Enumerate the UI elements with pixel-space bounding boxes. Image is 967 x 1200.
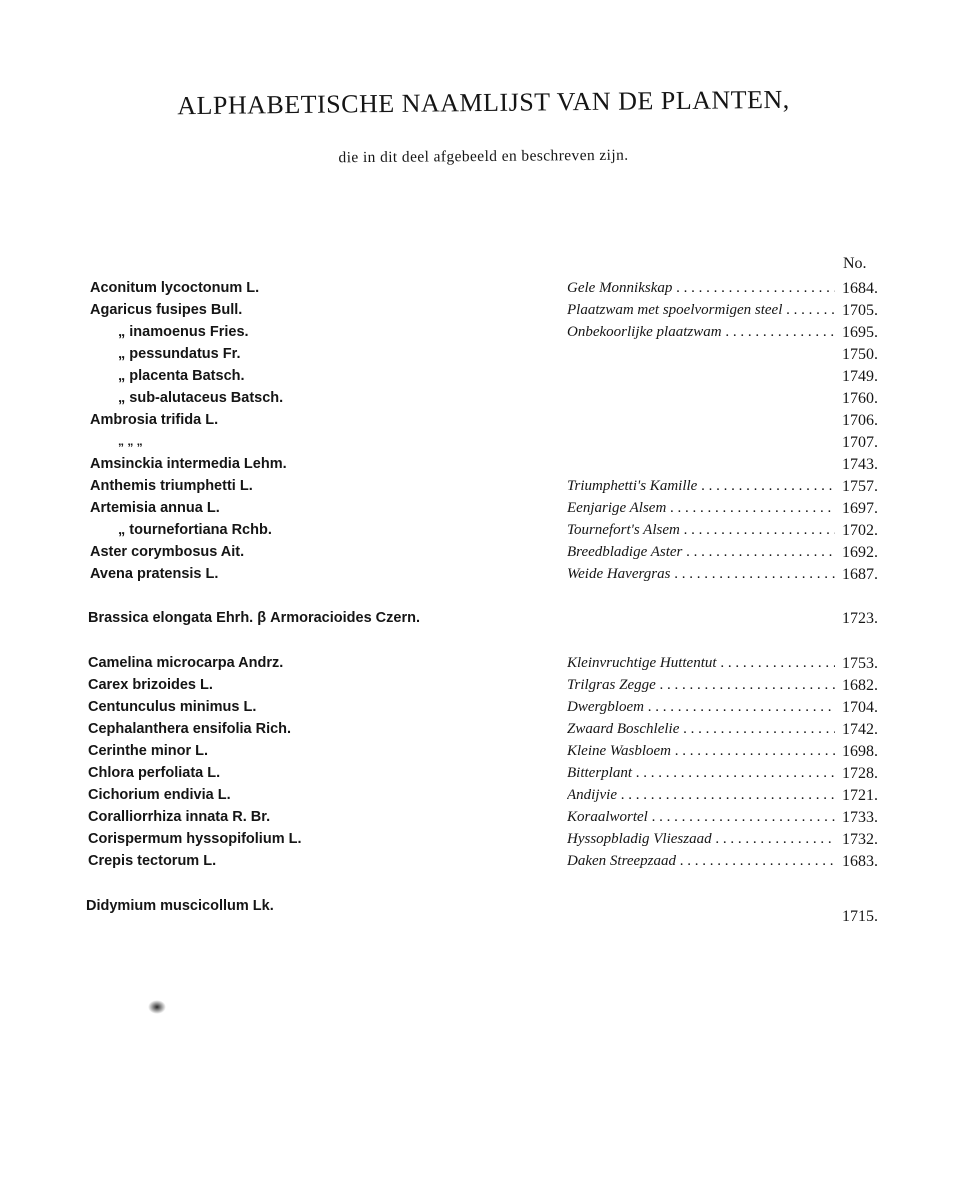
latin-name: Anthemis triumphetti L. xyxy=(90,478,253,494)
dutch-name: Breedbladige Aster . . . xyxy=(567,544,835,561)
list-item xyxy=(0,743,967,765)
plate-number: 1753. xyxy=(842,655,878,672)
list-item xyxy=(0,544,967,566)
ditto-marks: „ „ „ xyxy=(118,434,143,448)
page-title: ALPHABETISCHE NAAMLIJST VAN DE PLANTEN, xyxy=(177,84,790,121)
dutch-name: Hyssopbladig Vlieszaad . . . xyxy=(567,831,835,848)
latin-name: Crepis tectorum L. xyxy=(88,853,217,869)
list-item xyxy=(0,302,967,324)
list-item xyxy=(0,809,967,831)
plate-number: 1760. xyxy=(842,390,878,407)
latin-name: „ pessundatus Fr. xyxy=(118,346,241,362)
list-item xyxy=(0,765,967,787)
list-item xyxy=(0,853,967,875)
plate-number: 1707. xyxy=(842,434,878,451)
list-item xyxy=(0,280,967,302)
latin-name: Camelina microcarpa Andrz. xyxy=(88,655,284,671)
latin-name: Amsinckia intermedia Lehm. xyxy=(90,456,287,472)
latin-name: Corispermum hyssopifolium L. xyxy=(88,831,302,847)
latin-name: Carex brizoides L. xyxy=(88,677,213,693)
latin-name: Ambrosia trifida L. xyxy=(90,412,219,428)
dutch-name: Tournefort's Alsem . . . xyxy=(567,522,835,539)
plate-number: 1728. xyxy=(842,765,878,782)
dutch-name: Triumphetti's Kamille . . . xyxy=(567,478,835,495)
plate-number: 1692. xyxy=(842,544,878,561)
latin-name: Brassica elongata Ehrh. β Armoracioides Czern. xyxy=(88,610,420,626)
plate-number: 1706. xyxy=(842,412,878,429)
dutch-name: Koraalwortel . . . xyxy=(567,809,835,826)
list-item xyxy=(0,566,967,588)
latin-name: „ inamoenus Fries. xyxy=(118,324,249,340)
plate-number: 1723. xyxy=(842,610,878,627)
latin-name: Aster corymbosus Ait. xyxy=(90,544,245,560)
plate-number: 1697. xyxy=(842,500,878,517)
plate-number: 1757. xyxy=(842,478,878,495)
plate-number: 1750. xyxy=(842,346,878,363)
plate-number: 1743. xyxy=(842,456,878,473)
latin-name: Aconitum lycoctonum L. xyxy=(90,280,260,296)
list-item xyxy=(0,346,967,368)
plate-number: 1695. xyxy=(842,324,878,341)
dutch-name: Onbekoorlijke plaatzwam . . . xyxy=(567,324,835,341)
dutch-name: Gele Monnikskap . . . xyxy=(567,280,835,297)
list-item xyxy=(0,390,967,412)
latin-name: Avena pratensis L. xyxy=(90,566,219,582)
list-item xyxy=(0,456,967,478)
list-item xyxy=(0,831,967,853)
latin-name: Didymium muscicollum Lk. xyxy=(86,898,274,914)
list-item xyxy=(0,500,967,522)
plate-number: 1704. xyxy=(842,699,878,716)
list-item xyxy=(0,478,967,500)
plate-number: 1683. xyxy=(842,853,878,870)
list-item xyxy=(0,324,967,346)
dutch-name: Bitterplant . . . xyxy=(567,765,835,782)
latin-name: Centunculus minimus L. xyxy=(88,699,257,715)
list-item xyxy=(0,655,967,677)
latin-name: Cephalanthera ensifolia Rich. xyxy=(88,721,292,737)
dutch-name: Dwergbloem . . . xyxy=(567,699,835,716)
dutch-name: Plaatzwam met spoelvormigen steel . . . xyxy=(567,302,835,319)
ink-smudge xyxy=(148,1000,166,1014)
list-item xyxy=(0,898,967,925)
list-item xyxy=(0,522,967,544)
plate-number: 1687. xyxy=(842,566,878,583)
dutch-name: Kleinvruchtige Huttentut . . . xyxy=(567,655,835,672)
plate-number: 1749. xyxy=(842,368,878,385)
latin-name: Cichorium endivia L. xyxy=(88,787,231,803)
dutch-name: Zwaard Boschlelie . . . xyxy=(567,721,835,738)
plate-number: 1732. xyxy=(842,831,878,848)
plate-number: 1742. xyxy=(842,721,878,738)
latin-name: Artemisia annua L. xyxy=(90,500,220,516)
plate-number: 1702. xyxy=(842,522,878,539)
latin-name: Agaricus fusipes Bull. xyxy=(90,302,243,318)
latin-name: „ placenta Batsch. xyxy=(118,368,245,384)
latin-name: Cerinthe minor L. xyxy=(88,743,209,759)
dutch-name: Andijvie . . . xyxy=(567,787,835,804)
plate-number: 1684. xyxy=(842,280,878,297)
list-item xyxy=(0,721,967,743)
plate-number: 1698. xyxy=(842,743,878,760)
list-item xyxy=(0,787,967,809)
plate-number: 1733. xyxy=(842,809,878,826)
list-item xyxy=(0,434,967,456)
list-item xyxy=(0,699,967,721)
plate-number: 1705. xyxy=(842,302,878,319)
dutch-name: Weide Havergras . . . xyxy=(567,566,835,583)
dutch-name: Eenjarige Alsem . . . xyxy=(567,500,835,517)
dutch-name: Kleine Wasbloem . . . xyxy=(567,743,835,760)
latin-name: Chlora perfoliata L. xyxy=(88,765,221,781)
latin-name: „ tournefortiana Rchb. xyxy=(118,522,272,538)
plate-number: 1721. xyxy=(842,787,878,804)
dutch-name: Daken Streepzaad . . . xyxy=(567,853,835,870)
plate-number: 1682. xyxy=(842,677,878,694)
plate-number: 1715. xyxy=(842,908,878,925)
list-item xyxy=(0,412,967,434)
latin-name: Coralliorrhiza innata R. Br. xyxy=(88,809,271,825)
list-item xyxy=(0,677,967,699)
latin-name: „ sub-alutaceus Batsch. xyxy=(118,390,284,406)
number-column-header: No. xyxy=(843,255,867,272)
dutch-name: Trilgras Zegge . . . xyxy=(567,677,835,694)
list-item xyxy=(0,368,967,390)
list-item xyxy=(0,610,967,632)
page-subtitle: die in dit deel afgebeeld en beschreven zijn. xyxy=(338,146,629,167)
